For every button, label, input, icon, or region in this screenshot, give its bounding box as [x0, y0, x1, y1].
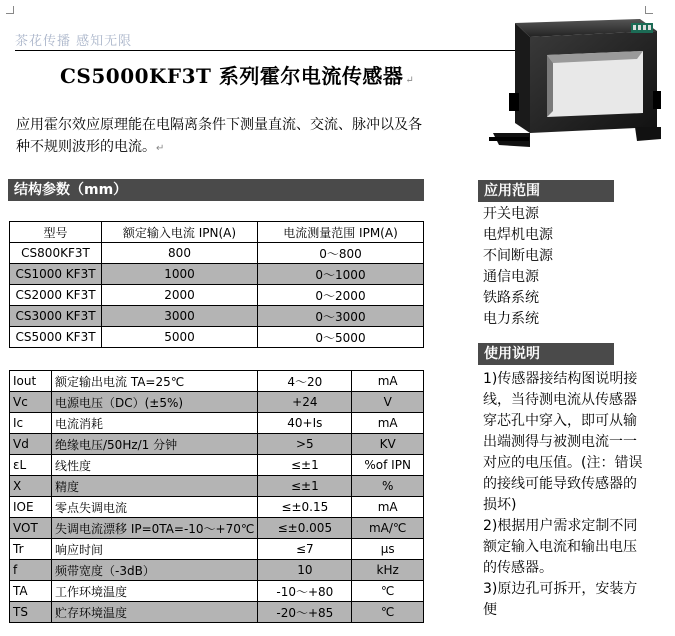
spec-symbol: Tr — [10, 539, 52, 560]
table-row — [10, 560, 424, 581]
spec-name: 电流消耗 — [52, 413, 258, 434]
spec-symbol: IOE — [10, 497, 52, 518]
table-row — [10, 371, 424, 392]
intro-text: 应用霍尔效应原理能在电隔离条件下测量直流、交流、脉冲以及各种不规则波形的电流。 — [16, 117, 422, 155]
range-cell: 0～800 — [258, 243, 424, 264]
rated-current-cell: 800 — [102, 243, 258, 264]
usage-paragraph: 1)传感器接结构图说明接线，当待测电流从传感器穿芯孔中穿入，即可从输出端测得与被测电流一一对应的电压值。(注：错误的接线可能导致传感器的损坏) — [483, 371, 643, 513]
spec-name: 线性度 — [52, 455, 258, 476]
spec-unit: μs — [352, 539, 424, 560]
spec-name: 电源电压（DC）(±5%) — [52, 392, 258, 413]
spec-value: 40+Is — [258, 413, 352, 434]
page-title-text: CS5000KF3T 系列霍尔电流传感器 — [60, 64, 404, 88]
usage-instructions — [483, 369, 643, 621]
spec-value: ≤±0.005 — [258, 518, 352, 539]
rated-current-cell: 5000 — [102, 327, 258, 348]
model-cell: CS2000 KF3T — [10, 285, 102, 306]
spec-symbol: VOT — [10, 518, 52, 539]
spec-unit: mA — [352, 371, 424, 392]
spec-unit: %of IPN — [352, 455, 424, 476]
list-item: 开关电源 — [483, 206, 539, 222]
table-row — [10, 581, 424, 602]
spec-value: 4～20 — [258, 371, 352, 392]
spec-symbol: Iout — [10, 371, 52, 392]
spec-value: ≤±0.15 — [258, 497, 352, 518]
sensor-product-image — [485, 15, 663, 157]
spec-symbol: TA — [10, 581, 52, 602]
range-cell: 0～1000 — [258, 264, 424, 285]
table-row — [10, 455, 424, 476]
spec-unit: ℃ — [352, 581, 424, 602]
usage-paragraph: 3)原边孔可拆开，安装方便 — [483, 581, 638, 618]
table-row — [10, 518, 424, 539]
spec-name: 贮存环境温度 — [52, 602, 258, 623]
applications-list — [483, 204, 623, 330]
spec-name: 工作环境温度 — [52, 581, 258, 602]
column-header: 型号 — [10, 222, 102, 243]
spec-unit: kHz — [352, 560, 424, 581]
spec-unit: mA/℃ — [352, 518, 424, 539]
spec-name: 零点失调电流 — [52, 497, 258, 518]
page-corner-mark — [645, 6, 653, 14]
table-row — [10, 476, 424, 497]
spec-symbol: f — [10, 560, 52, 581]
table-row — [10, 306, 424, 327]
spec-value: ≤±1 — [258, 455, 352, 476]
spec-value: -20～+85 — [258, 602, 352, 623]
model-table-header — [10, 222, 424, 243]
table-row — [10, 392, 424, 413]
structure-heading: 结构参数（mm） — [8, 179, 424, 201]
spec-symbol: X — [10, 476, 52, 497]
rated-current-cell: 1000 — [102, 264, 258, 285]
range-cell: 0～2000 — [258, 285, 424, 306]
spec-name: 响应时间 — [52, 539, 258, 560]
table-row — [10, 602, 424, 623]
model-cell: CS800KF3T — [10, 243, 102, 264]
rated-current-cell: 3000 — [102, 306, 258, 327]
list-item: 电焊机电源 — [483, 227, 553, 243]
model-cell: CS1000 KF3T — [10, 264, 102, 285]
table-row — [10, 413, 424, 434]
spec-unit: mA — [352, 497, 424, 518]
spec-unit: KV — [352, 434, 424, 455]
spec-symbol: εL — [10, 455, 52, 476]
page-title: CS5000KF3T 系列霍尔电流传感器 ↵ — [60, 64, 415, 88]
intro-paragraph: 应用霍尔效应原理能在电隔离条件下测量直流、交流、脉冲以及各种不规则波形的电流。↵ — [16, 117, 422, 155]
table-row — [10, 243, 424, 264]
spec-name: 额定输出电流 TA=25℃ — [52, 371, 258, 392]
column-header: 电流测量范围 IPM(A) — [258, 222, 424, 243]
spec-unit: % — [352, 476, 424, 497]
range-cell: 0～3000 — [258, 306, 424, 327]
spec-name: 精度 — [52, 476, 258, 497]
spec-value: -10～+80 — [258, 581, 352, 602]
table-row — [10, 497, 424, 518]
usage-heading: 使用说明 — [478, 343, 614, 365]
spec-name: 频带宽度（-3dB） — [52, 560, 258, 581]
spec-value: >5 — [258, 434, 352, 455]
table-row — [10, 539, 424, 560]
spec-value: +24 — [258, 392, 352, 413]
list-item: 电力系统 — [483, 311, 539, 327]
applications-heading: 应用范围 — [478, 180, 614, 202]
spec-symbol: Vd — [10, 434, 52, 455]
model-cell: CS3000 KF3T — [10, 306, 102, 327]
spec-symbol: Ic — [10, 413, 52, 434]
list-item: 通信电源 — [483, 269, 539, 285]
spec-unit: V — [352, 392, 424, 413]
header-logo-text: 茶花传播 感知无限 — [15, 34, 133, 49]
table-row — [10, 434, 424, 455]
list-item: 铁路系统 — [483, 290, 539, 306]
list-item: 不间断电源 — [483, 248, 553, 264]
rated-current-cell: 2000 — [102, 285, 258, 306]
spec-symbol: Vc — [10, 392, 52, 413]
range-cell: 0～5000 — [258, 327, 424, 348]
table-row — [10, 264, 424, 285]
spec-unit: ℃ — [352, 602, 424, 623]
page-corner-mark — [6, 6, 14, 14]
spec-value: ≤±1 — [258, 476, 352, 497]
model-cell: CS5000 KF3T — [10, 327, 102, 348]
spec-name: 失调电流漂移 IP=0TA=-10～+70℃ — [52, 518, 258, 539]
table-row — [10, 327, 424, 348]
spec-table — [9, 370, 424, 623]
spec-unit: mA — [352, 413, 424, 434]
usage-paragraph: 2)根据用户需求定制不同额定输入电流和输出电压的传感器。 — [483, 518, 638, 576]
spec-value: 10 — [258, 560, 352, 581]
model-table — [9, 221, 424, 348]
spec-name: 绝缘电压/50Hz/1 分钟 — [52, 434, 258, 455]
spec-value: ≤7 — [258, 539, 352, 560]
table-row — [10, 285, 424, 306]
spec-symbol: TS — [10, 602, 52, 623]
column-header: 额定输入电流 IPN(A) — [102, 222, 258, 243]
